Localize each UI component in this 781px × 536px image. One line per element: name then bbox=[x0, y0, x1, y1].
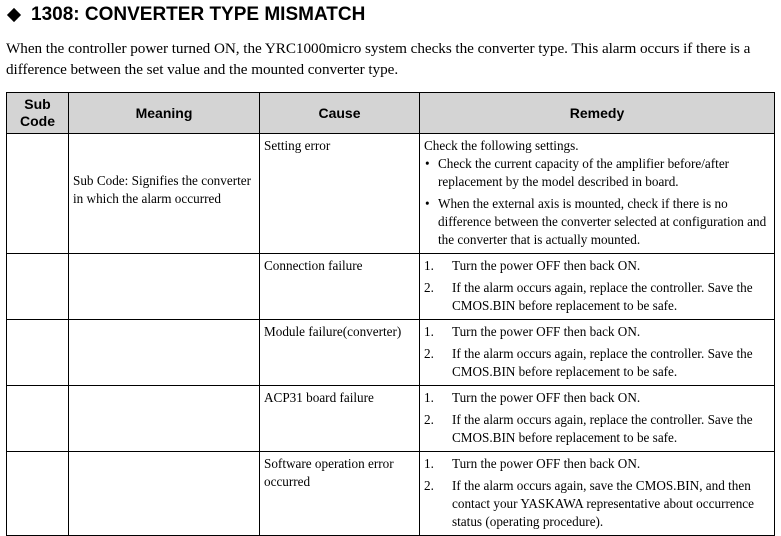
alarm-table bbox=[6, 92, 775, 536]
step-text: Turn the power OFF then back ON. bbox=[452, 456, 641, 471]
sub-code-cell bbox=[7, 386, 69, 452]
remedy-step bbox=[424, 257, 770, 275]
remedy-step bbox=[424, 345, 770, 381]
table-row bbox=[7, 254, 775, 320]
remedy-step bbox=[424, 323, 770, 341]
meaning-cell: Sub Code: Signifies the converter in which the alarm occurred bbox=[69, 134, 260, 254]
diamond-bullet-icon bbox=[7, 8, 21, 22]
section-heading bbox=[6, 3, 365, 27]
cause-cell: Software operation error occurred bbox=[260, 452, 420, 536]
remedy-cell bbox=[420, 386, 775, 452]
remedy-cell bbox=[420, 452, 775, 536]
cause-cell: Setting error bbox=[260, 134, 420, 254]
remedy-bullet: • Check the current capacity of the amplifier before/after replacement by the model described in board. bbox=[424, 155, 770, 191]
remedy-step bbox=[424, 389, 770, 407]
remedy-step bbox=[424, 411, 770, 447]
step-text: Turn the power OFF then back ON. bbox=[452, 324, 641, 339]
remedy-step bbox=[424, 455, 770, 473]
step-text: If the alarm occurs again, save the CMOS.BIN, and then contact your YASKAWA representative about occurrence status (operating procedure). bbox=[452, 478, 755, 529]
step-text: Turn the power OFF then back ON. bbox=[452, 390, 641, 405]
meaning-cell bbox=[69, 452, 260, 536]
header-sub-code bbox=[7, 93, 69, 134]
remedy-cell bbox=[420, 254, 775, 320]
table-row bbox=[7, 134, 775, 254]
remedy-step bbox=[424, 477, 770, 531]
step-number: 1. bbox=[424, 456, 434, 471]
table-header-row bbox=[7, 93, 775, 134]
step-text: If the alarm occurs again, replace the controller. Save the CMOS.BIN before replacement to be safe. bbox=[452, 346, 753, 379]
header-sub-code-line1: Sub bbox=[24, 96, 51, 112]
table-row bbox=[7, 452, 775, 536]
cause-cell: Connection failure bbox=[260, 254, 420, 320]
sub-code-cell bbox=[7, 320, 69, 386]
meaning-cell bbox=[69, 254, 260, 320]
step-number: 2. bbox=[424, 280, 434, 295]
step-number: 1. bbox=[424, 390, 434, 405]
alarm-title: 1308: CONVERTER TYPE MISMATCH bbox=[31, 4, 366, 25]
remedy-step bbox=[424, 279, 770, 315]
sub-code-cell bbox=[7, 254, 69, 320]
sub-code-cell bbox=[7, 134, 69, 254]
table-row bbox=[7, 386, 775, 452]
step-text: If the alarm occurs again, replace the controller. Save the CMOS.BIN before replacement to be safe. bbox=[452, 280, 753, 313]
remedy-cell bbox=[420, 320, 775, 386]
step-text: If the alarm occurs again, replace the controller. Save the CMOS.BIN before replacement to be safe. bbox=[452, 412, 753, 445]
step-number: 1. bbox=[424, 324, 434, 339]
alarm-description: When the controller power turned ON, the YRC1000micro system checks the converter type. This alarm occurs if there is a difference between the set value and the mounted converter type. bbox=[6, 40, 751, 78]
meaning-cell bbox=[69, 386, 260, 452]
header-sub-code-line2: Code bbox=[20, 113, 55, 129]
header-remedy: Remedy bbox=[420, 93, 775, 134]
step-number: 2. bbox=[424, 412, 434, 427]
remedy-bullet: • When the external axis is mounted, check if there is no difference between the converter selected at configuration and the converter that is actually mounted. bbox=[424, 195, 770, 249]
remedy-cell bbox=[420, 134, 775, 254]
meaning-cell bbox=[69, 320, 260, 386]
sub-code-cell bbox=[7, 452, 69, 536]
step-number: 2. bbox=[424, 346, 434, 361]
cause-cell: Module failure(converter) bbox=[260, 320, 420, 386]
cause-cell: ACP31 board failure bbox=[260, 386, 420, 452]
step-text: Turn the power OFF then back ON. bbox=[452, 258, 641, 273]
step-number: 2. bbox=[424, 478, 434, 493]
header-cause: Cause bbox=[260, 93, 420, 134]
header-meaning: Meaning bbox=[69, 93, 260, 134]
table-row bbox=[7, 320, 775, 386]
remedy-intro: Check the following settings. bbox=[424, 138, 579, 153]
step-number: 1. bbox=[424, 258, 434, 273]
